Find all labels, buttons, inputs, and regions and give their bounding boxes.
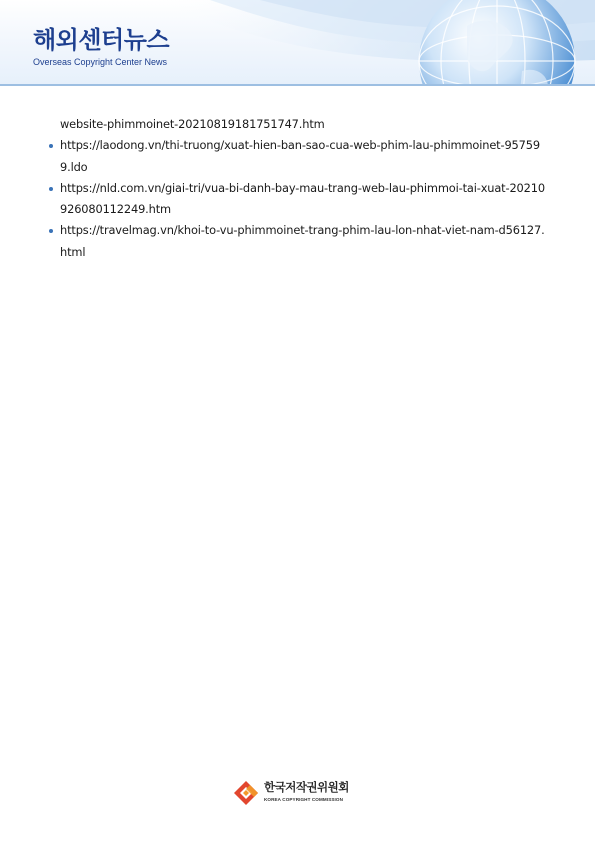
list-item	[48, 220, 548, 263]
reference-link[interactable]: https://laodong.vn/thi-truong/xuat-hien-ban-sao-cua-web-phim-lau-phimmoinet-957599.ldo	[60, 138, 540, 174]
bullet-icon	[49, 187, 53, 191]
globe-icon	[412, 0, 582, 86]
page-footer	[232, 779, 372, 809]
page-content	[48, 114, 548, 263]
bullet-icon	[49, 144, 53, 148]
copyright-commission-logo	[232, 779, 260, 807]
bullet-icon	[49, 229, 53, 233]
reference-continued-line: website-phimmoinet-20210819181751747.htm	[60, 117, 325, 131]
list-item	[48, 135, 548, 178]
reference-list	[48, 135, 548, 263]
header-title: 해외센터뉴스	[33, 26, 170, 54]
list-item	[48, 178, 548, 221]
reference-link[interactable]: https://travelmag.vn/khoi-to-vu-phimmoinet-trang-phim-lau-lon-nhat-viet-nam-d56127.html	[60, 223, 545, 259]
page-header	[0, 0, 595, 86]
header-divider	[0, 84, 595, 86]
reference-link[interactable]: https://nld.com.vn/giai-tri/vua-bi-danh-bay-mau-trang-web-lau-phimmoi-tai-xuat-20210926080112249.htm	[60, 180, 545, 217]
footer-org-name: 한국저작권위원회	[264, 780, 349, 794]
footer-org-name-en: KOREA COPYRIGHT COMMISSION	[264, 797, 343, 802]
header-subtitle: Overseas Copyright Center News	[33, 57, 168, 67]
